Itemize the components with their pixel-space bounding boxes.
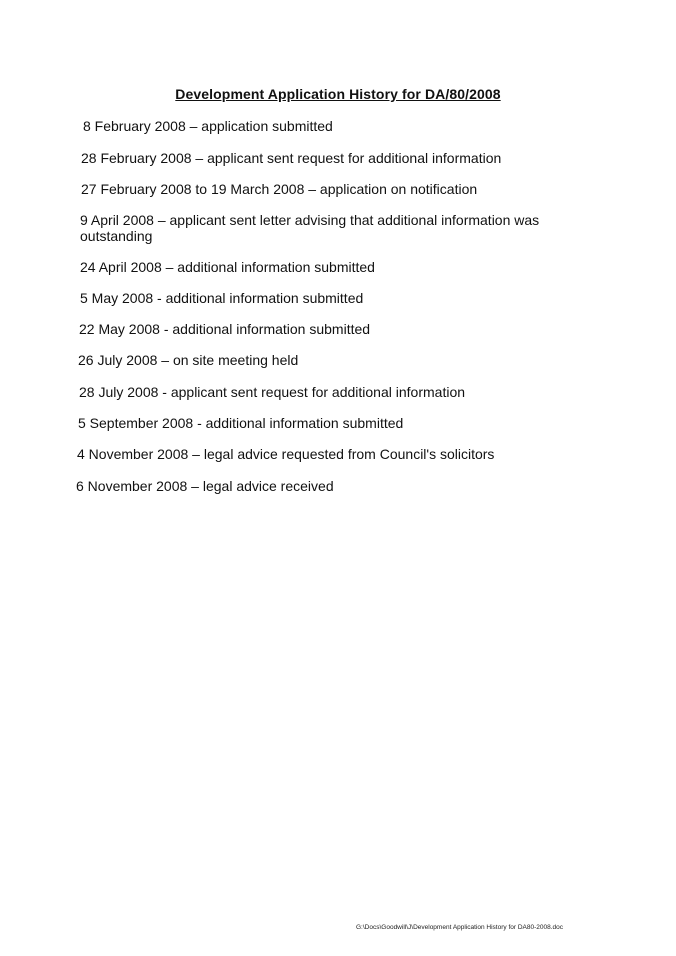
history-entry: 28 July 2008 - applicant sent request for additional information bbox=[79, 384, 466, 400]
history-entry: 5 September 2008 - additional information submitted bbox=[78, 415, 404, 431]
history-entry: 26 July 2008 – on site meeting held bbox=[78, 352, 299, 368]
history-entry: 28 February 2008 – applicant sent request for additional information bbox=[81, 150, 502, 166]
history-entry: 5 May 2008 - additional information submitted bbox=[80, 290, 364, 306]
history-entry: 9 April 2008 – applicant sent letter advising that additional information was outstanding bbox=[80, 212, 540, 244]
footer-file-path: G:\Docs\Goodwill\J\Development Application History for DA80-2008.doc bbox=[356, 924, 564, 931]
history-entry: 4 November 2008 – legal advice requested from Council's solicitors bbox=[77, 446, 495, 462]
document-title: Development Application History for DA/80/2008 bbox=[175, 86, 501, 102]
history-entry: 24 April 2008 – additional information submitted bbox=[80, 259, 375, 275]
history-entry: 22 May 2008 - additional information submitted bbox=[79, 321, 371, 337]
history-entry: 27 February 2008 to 19 March 2008 – application on notification bbox=[81, 181, 478, 197]
history-entry: 6 November 2008 – legal advice received bbox=[76, 478, 334, 494]
history-entry: 8 February 2008 – application submitted bbox=[83, 118, 333, 134]
